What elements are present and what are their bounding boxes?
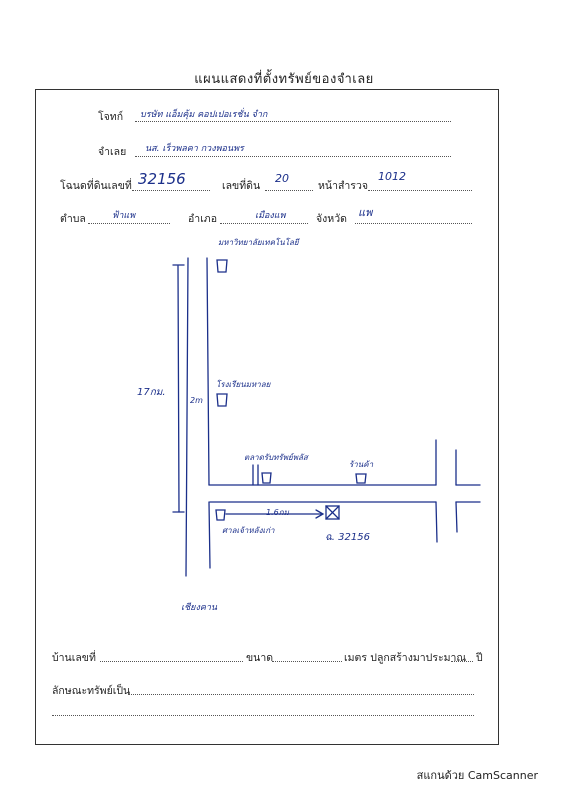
province-value: แพ [358,206,373,219]
deed-label: โฉนดที่ดินเลขที่ [60,180,132,192]
shop-marker [356,474,366,483]
house-no-line [100,661,243,662]
cross-road-left-edge-lower [436,502,437,542]
landmark-bottom-label: ศาลเจ้าหลังเก่า [222,526,275,535]
property-line-1 [128,694,474,695]
main-road-right-edge [207,258,209,485]
market-label: ตลาดรับทรัพย์พลัส [244,453,308,462]
form-title: แผนแสดงที่ตั้งทรัพย์ของจำเลย [194,72,374,87]
shop-label: ร้านค้า [349,460,374,469]
survey-page-label: หน้าสำรวจ [318,180,368,192]
landmark-bottom-marker [216,510,225,520]
market-marker [262,473,271,483]
size-label: ขนาด [246,652,274,664]
deed-value: 32156 [138,170,186,188]
landmark-mid-marker [217,394,227,406]
house-no-label: บ้านเลขที่ [52,652,96,664]
year-label: ปี [476,652,483,664]
cross-road-right-edge-lower [456,502,457,532]
plaintiff-value: บรษัท แอ็มคุ้ม คอปเปอเรชั่น จำก [140,110,268,120]
property-label: ลักษณะทรัพย์เป็น [52,685,131,697]
distance-label: 17กม. [137,387,166,398]
province-label: จังหวัด [316,213,347,225]
main-road-left-edge [186,258,188,576]
plaintiff-label: โจทก์ [98,111,124,123]
subdistrict-label: ตำบล [60,213,86,225]
size-unit-label: เมตร ปลูกสร้างมาประมาณ [344,652,467,664]
road-label: 2m [190,396,203,405]
survey-page-value: 1012 [378,170,406,183]
land-no-value: 20 [275,172,289,185]
distance-dimension-line [178,266,179,512]
plot-label: ฉ. 32156 [325,532,370,543]
landmark-mid-label: โรงเรียนมหาลย [216,380,271,389]
defendant-value: นส. เร็วพลคา กวงพอนพร [145,144,244,154]
property-line-2 [52,715,474,716]
district-label: อำเภอ [188,213,218,225]
district-value: เมืองแพ [255,211,286,221]
landmark-top-label: มหาวิทยาลัยเทคโนโลยี [218,238,299,247]
scanner-watermark: สแกนด้วย CamScanner [416,769,538,782]
size-line [272,661,342,662]
defendant-label: จำเลย [98,146,127,158]
main-road-right-edge-lower [209,502,210,568]
land-no-label: เลขที่ดิน [222,180,261,192]
subdistrict-value: ฟ้าแพ [112,211,136,221]
segment-label: 1.6กม [266,508,289,517]
landmark-top-marker [217,260,227,272]
year-line [451,661,473,662]
town-label: เชียงคาน [181,603,218,613]
